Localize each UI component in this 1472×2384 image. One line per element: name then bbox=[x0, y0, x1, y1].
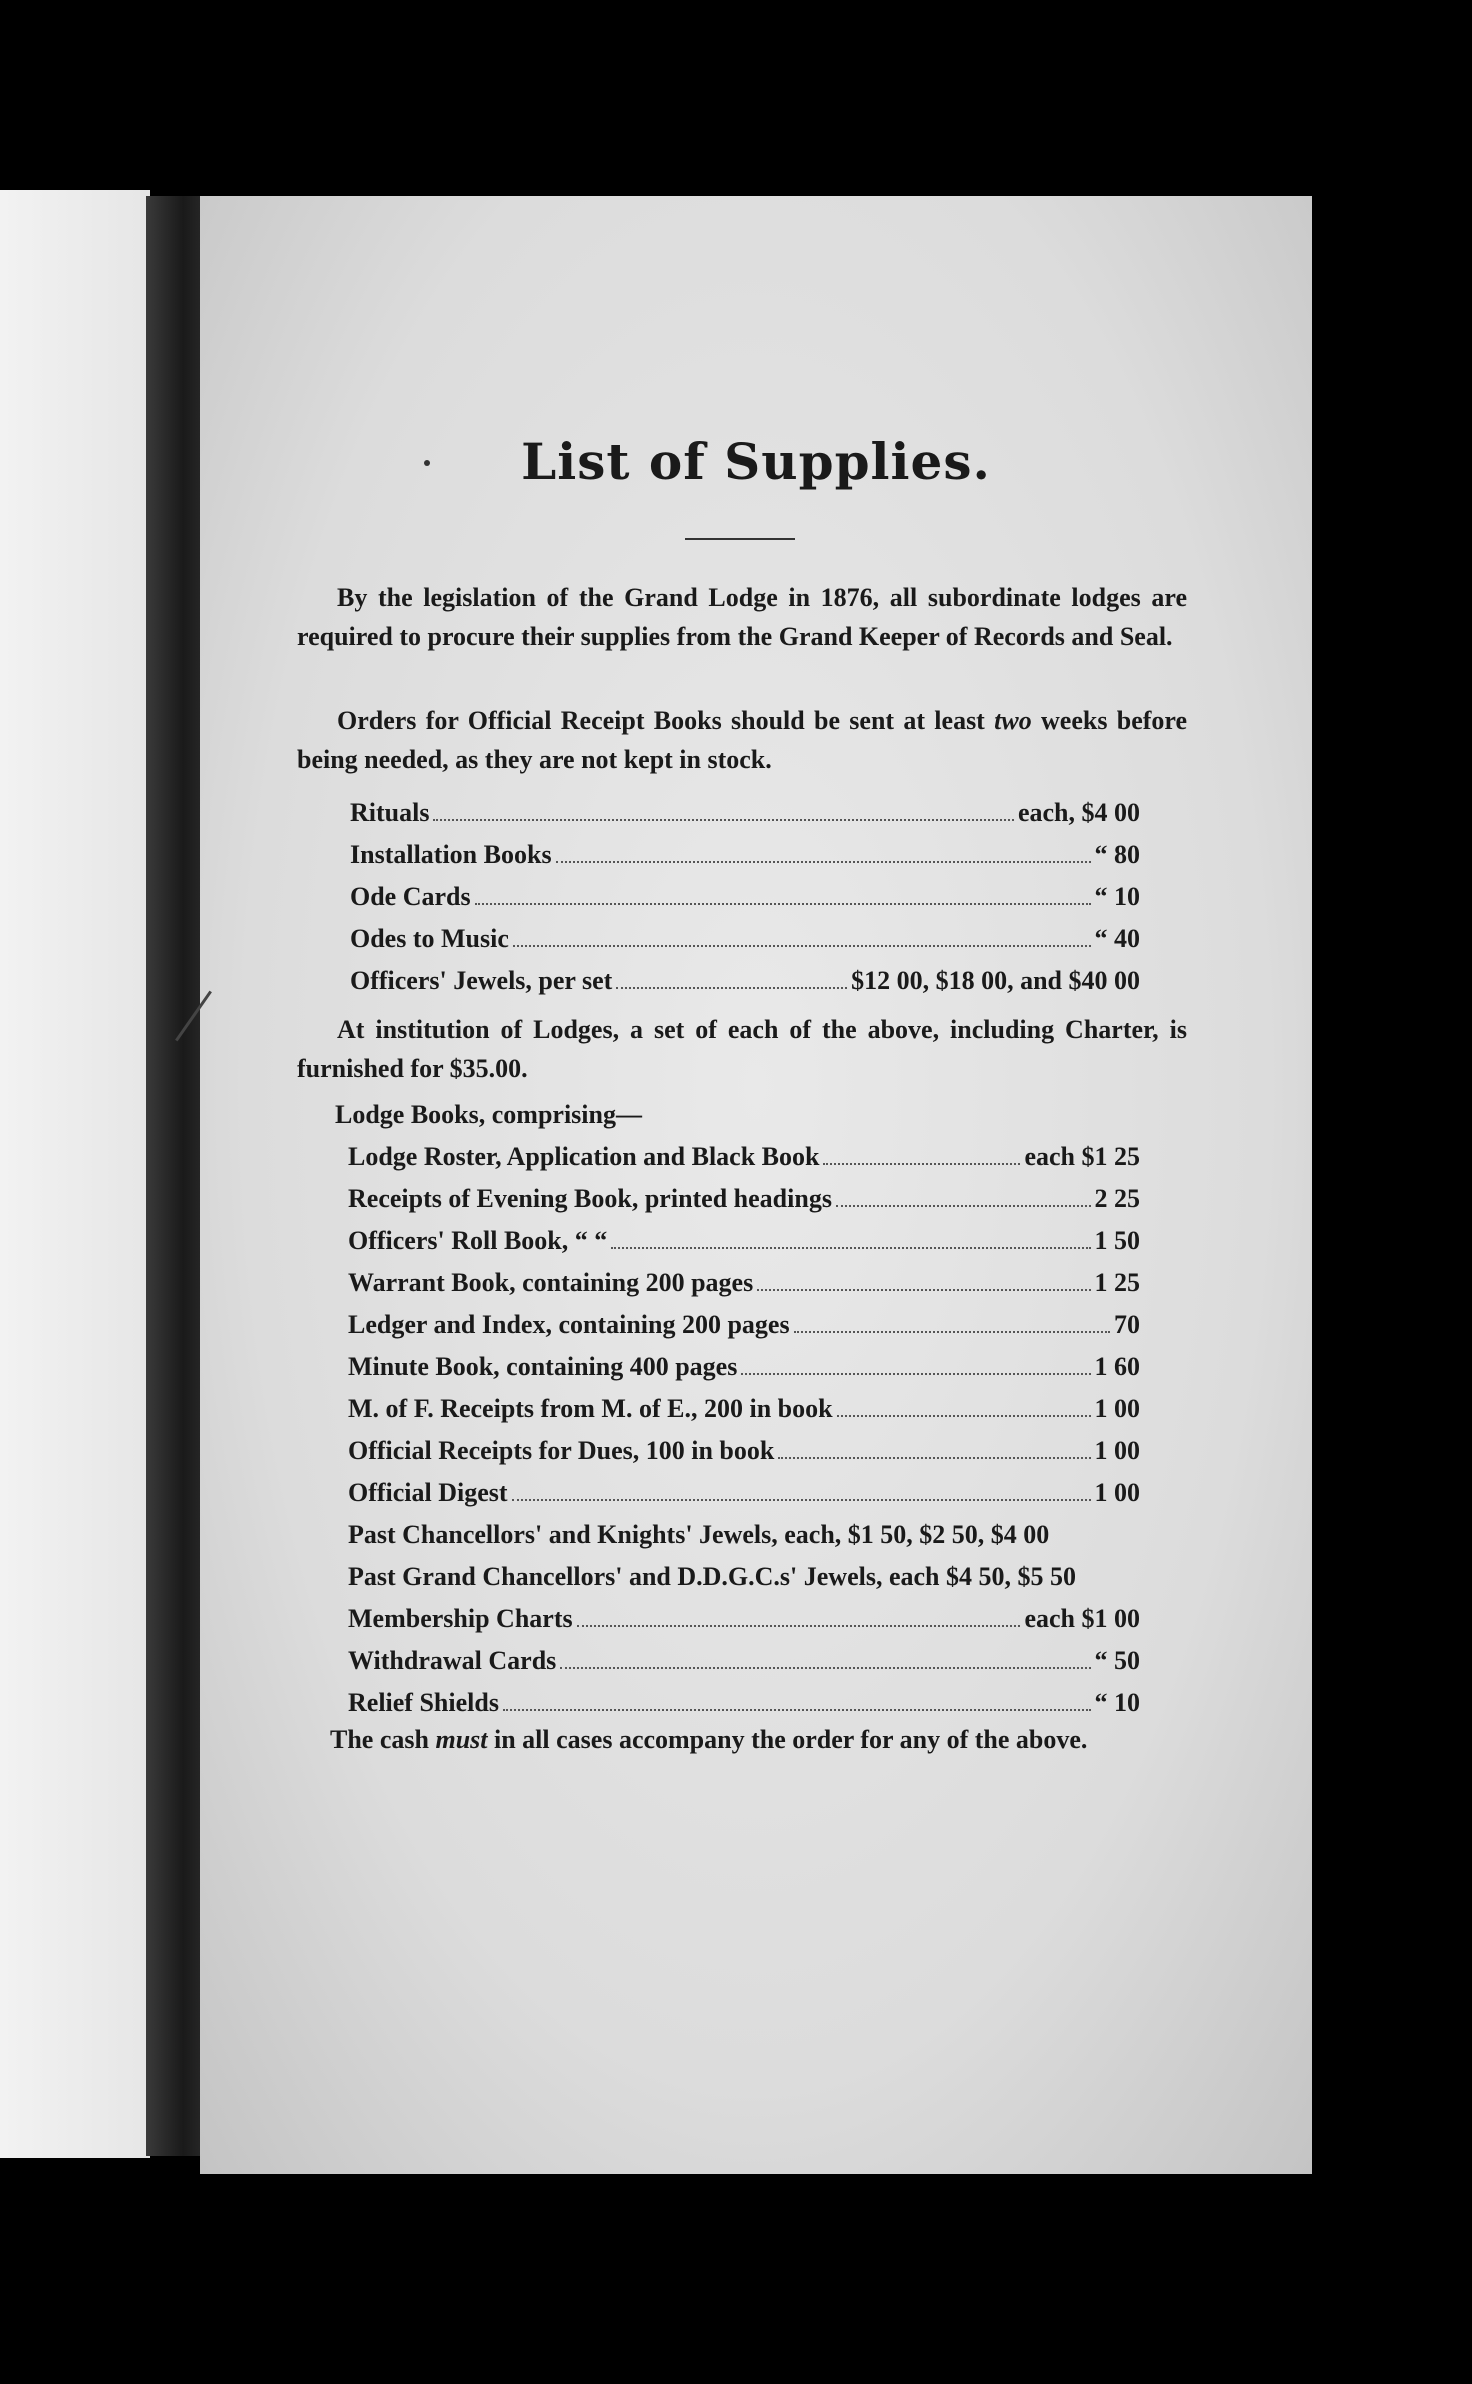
orders-paragraph bbox=[297, 701, 1187, 779]
lodge-book-price: “ 10 bbox=[1094, 1688, 1140, 1717]
lodge-book-row bbox=[348, 1142, 1140, 1182]
page-title: List of Supplies. bbox=[521, 432, 991, 491]
lodge-book-price: “ 50 bbox=[1094, 1646, 1140, 1675]
footer-paragraph bbox=[330, 1720, 1200, 1759]
lodge-book-row bbox=[348, 1310, 1140, 1350]
supply-item: Odes to Music bbox=[350, 924, 509, 953]
lodge-book-price: 2 25 bbox=[1094, 1184, 1140, 1213]
supply-row bbox=[350, 924, 1140, 964]
facing-page-edge bbox=[0, 190, 150, 2158]
lodge-book-item: M. of F. Receipts from M. of E., 200 in book bbox=[348, 1394, 833, 1423]
supply-row bbox=[350, 966, 1140, 1006]
lodge-book-item: Withdrawal Cards bbox=[348, 1646, 557, 1675]
supply-item: Installation Books bbox=[350, 840, 552, 869]
supply-price: “ 40 bbox=[1094, 924, 1140, 953]
lodge-book-item: Membership Charts bbox=[348, 1604, 573, 1633]
lodge-book-row bbox=[348, 1562, 1140, 1602]
supply-item: Ode Cards bbox=[350, 882, 471, 911]
supply-price: each, $4 00 bbox=[1017, 798, 1140, 827]
supply-price: “ 10 bbox=[1094, 882, 1140, 911]
lodge-books-heading: Lodge Books, comprising— bbox=[335, 1100, 642, 1129]
lodge-book-row bbox=[348, 1604, 1140, 1644]
institution-text: At institution of Lodges, a set of each of the above, including Charter, is furnished for $35.00. bbox=[297, 1015, 1187, 1083]
book-spine bbox=[146, 196, 208, 2156]
supply-row bbox=[350, 840, 1140, 880]
lodge-book-item: Relief Shields bbox=[348, 1688, 499, 1717]
lodge-book-item: Ledger and Index, containing 200 pages bbox=[348, 1310, 790, 1339]
lodge-book-price: 1 00 bbox=[1094, 1478, 1140, 1507]
lodge-book-item: Past Chancellors' and Knights' Jewels, each, $1 50, $2 50, $4 00 bbox=[348, 1520, 1050, 1549]
orders-text-emphasis: two bbox=[994, 706, 1032, 735]
lodge-book-row bbox=[348, 1184, 1140, 1224]
title-divider bbox=[685, 538, 795, 540]
supply-row bbox=[350, 798, 1140, 838]
lodge-book-price: 1 25 bbox=[1094, 1268, 1140, 1297]
lodge-book-item: Lodge Roster, Application and Black Book bbox=[348, 1142, 820, 1171]
supply-item: Officers' Jewels, per set bbox=[350, 966, 613, 995]
intro-text: By the legislation of the Grand Lodge in 1876, all subordinate lodges are required to procure their supplies from the Grand Keeper of Records and Seal. bbox=[297, 583, 1187, 651]
lodge-book-row bbox=[348, 1646, 1140, 1686]
lodge-book-price: 1 50 bbox=[1094, 1226, 1140, 1255]
supply-price: “ 80 bbox=[1094, 840, 1140, 869]
institution-paragraph bbox=[297, 1010, 1187, 1088]
lodge-book-price: each $1 25 bbox=[1024, 1142, 1140, 1171]
lodge-book-price: 1 60 bbox=[1094, 1352, 1140, 1381]
document-page bbox=[200, 196, 1312, 2174]
footer-text-emphasis: must bbox=[435, 1725, 488, 1754]
supply-item: Rituals bbox=[350, 798, 430, 827]
lodge-book-row bbox=[348, 1394, 1140, 1434]
lodge-book-row bbox=[348, 1478, 1140, 1518]
supply-price: $12 00, $18 00, and $40 00 bbox=[851, 966, 1140, 995]
lodge-book-item: Officers' Roll Book, “ “ bbox=[348, 1226, 608, 1255]
lodge-book-item: Minute Book, containing 400 pages bbox=[348, 1352, 738, 1381]
lodge-book-item: Official Digest bbox=[348, 1478, 508, 1507]
lodge-book-item: Warrant Book, containing 200 pages bbox=[348, 1268, 754, 1297]
footer-text-after: in all cases accompany the order for any of the above. bbox=[487, 1725, 1088, 1754]
lodge-book-item: Official Receipts for Dues, 100 in book bbox=[348, 1436, 775, 1465]
lodge-book-row bbox=[348, 1436, 1140, 1476]
lodge-book-price: 70 bbox=[1114, 1310, 1140, 1339]
orders-text-before: Orders for Official Receipt Books should be sent at least bbox=[337, 706, 995, 735]
intro-paragraph bbox=[297, 578, 1187, 656]
lodge-book-item: Past Grand Chancellors' and D.D.G.C.s' Jewels, each $4 50, $5 50 bbox=[348, 1562, 1076, 1591]
supply-row bbox=[350, 882, 1140, 922]
lodge-book-price: 1 00 bbox=[1094, 1394, 1140, 1423]
lodge-book-price: each $1 00 bbox=[1024, 1604, 1140, 1633]
lodge-book-row bbox=[348, 1268, 1140, 1308]
orders-text-after: weeks before being needed, as they are not kept in stock. bbox=[297, 706, 1187, 774]
ink-speck bbox=[424, 460, 430, 466]
lodge-book-price: 1 00 bbox=[1094, 1436, 1140, 1465]
footer-text-before: The cash bbox=[330, 1725, 436, 1754]
lodge-book-row bbox=[348, 1226, 1140, 1266]
lodge-book-row bbox=[348, 1352, 1140, 1392]
lodge-book-row bbox=[348, 1520, 1140, 1560]
lodge-book-item: Receipts of Evening Book, printed headings bbox=[348, 1184, 832, 1213]
